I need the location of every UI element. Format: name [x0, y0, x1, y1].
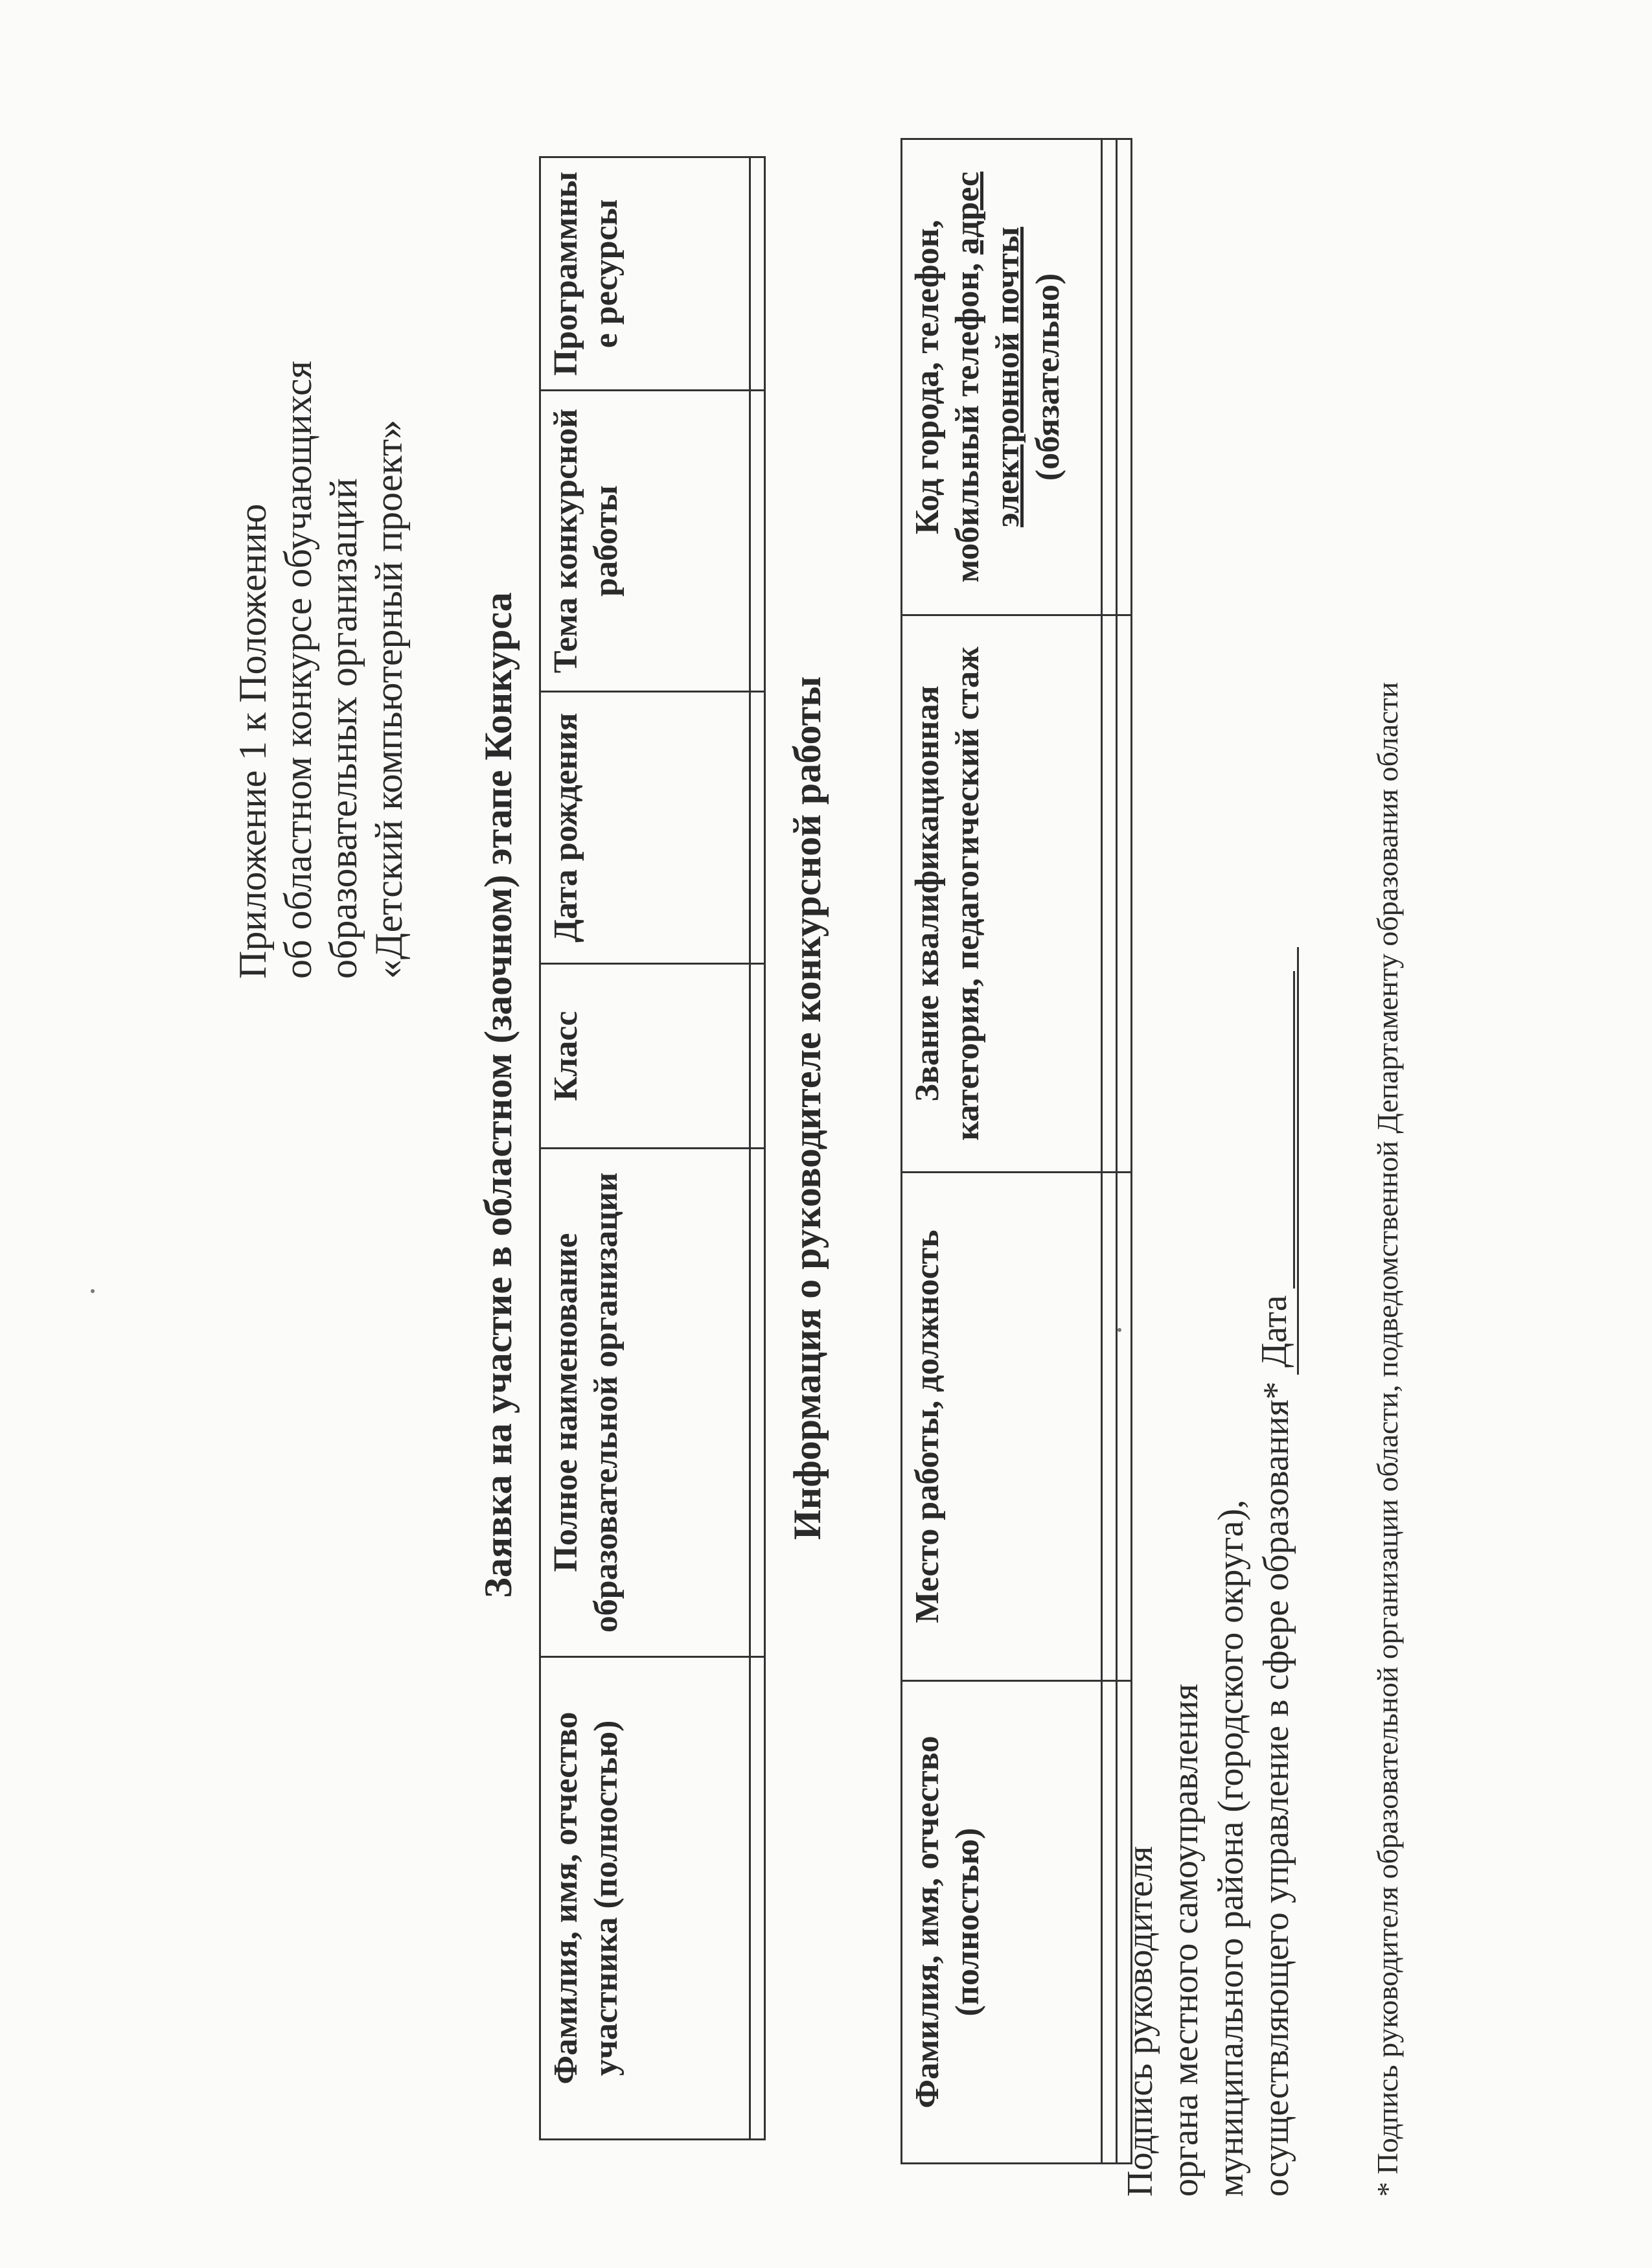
col-header-birth-date: Дата рождения [540, 692, 750, 964]
table-cell[interactable] [750, 692, 765, 964]
appendix-line: Приложение 1 к Положению [231, 503, 274, 979]
table-cell[interactable] [750, 1657, 765, 2140]
table-cell[interactable] [750, 157, 765, 391]
signature-line: осуществляющего управление в сфере образования* [1256, 1381, 1296, 2197]
application-table [539, 156, 766, 2140]
appendix-line: образовательных организаций [322, 478, 365, 979]
supervisor-title: Информация о руководителе конкурсной работы [786, 676, 829, 1541]
appendix-line: об областном конкурсе обучающихся [277, 360, 319, 979]
table-row [1102, 139, 1117, 2164]
scan-speck [1118, 1328, 1121, 1332]
footnote: * Подпись руководителя образовательной организации области, подведомственной Департаменту образования области [1371, 682, 1404, 2197]
col-header-contacts [902, 139, 1102, 615]
table-cell[interactable] [1117, 139, 1132, 615]
table-cell[interactable] [1102, 1681, 1117, 2164]
table-header-row [902, 139, 1102, 2164]
contacts-header-prefix: Код города, телефон, мобильный телефон, [909, 220, 986, 583]
application-title: Заявка на участие в областном (заочном) этапе Конкурса [477, 592, 520, 1598]
col-header-software: Программные ресурсы [540, 157, 750, 391]
col-header-supervisor-name: Фамилия, имя, отчество (полностью) [902, 1681, 1102, 2164]
signature-line: органа местного самоуправления [1165, 1684, 1206, 2197]
table-header-row [540, 157, 750, 2140]
supervisor-table [901, 138, 1132, 2164]
date-label: Дата [1254, 1295, 1294, 1368]
table-cell[interactable] [1102, 1173, 1117, 1681]
date-block [1254, 971, 1295, 1368]
col-header-class: Класс [540, 964, 750, 1149]
appendix-line: «Детский компьютерный проект» [367, 419, 410, 979]
col-header-organization: Полное наименование образовательной организации [540, 1149, 750, 1657]
table-cell[interactable] [1102, 615, 1117, 1173]
col-header-participant-name: Фамилия, имя, отчество участника (полностью) [540, 1657, 750, 2140]
table-cell[interactable] [750, 964, 765, 1149]
contacts-header-suffix: (обязательно) [1029, 273, 1066, 481]
contacts-header-email: адрес электронной почты [949, 171, 1026, 527]
signature-line: Подпись руководителя [1120, 1846, 1160, 2197]
table-cell[interactable] [750, 1149, 765, 1657]
col-header-work-topic: Тема конкурсной работы [540, 391, 750, 692]
date-field[interactable] [1257, 971, 1295, 1289]
table-cell[interactable] [1102, 139, 1117, 615]
appendix-header [230, 361, 411, 979]
table-cell[interactable] [750, 391, 765, 692]
col-header-workplace: Место работы, должность [902, 1173, 1102, 1681]
col-header-qualification: Звание квалификационная категория, педагогический стаж [902, 615, 1102, 1173]
signature-line: муниципального района (городского округа), [1211, 1499, 1251, 2197]
table-row [750, 157, 765, 2140]
scan-speck [91, 1289, 95, 1293]
